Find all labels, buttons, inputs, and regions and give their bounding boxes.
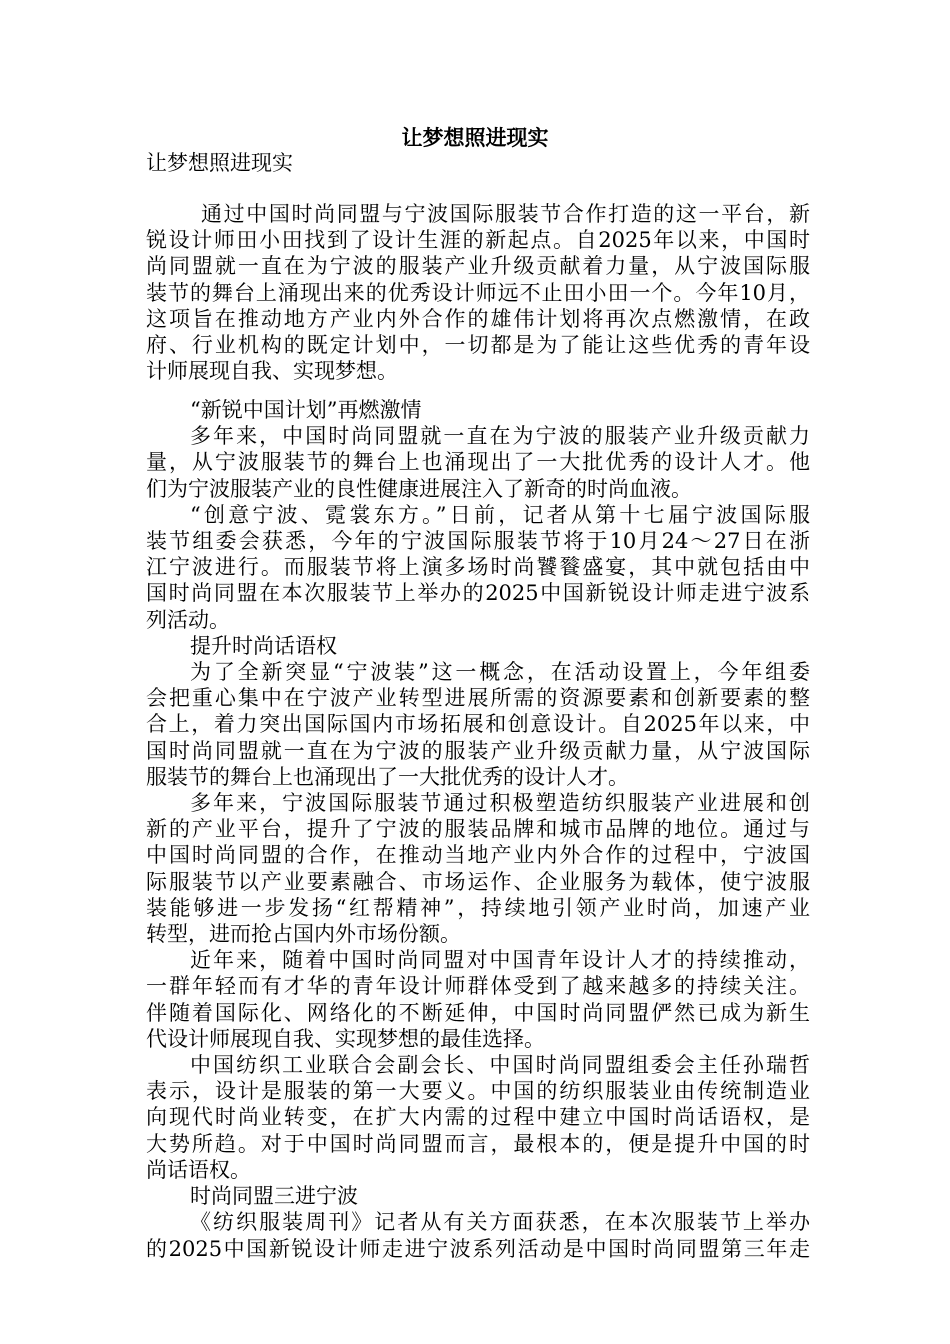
text-line: 多年来，中国时尚同盟就一直在为宁波的服装产业升级贡献力 xyxy=(190,424,810,449)
text-line: 计师展现自我、实现梦想。 xyxy=(146,359,398,384)
text-line: 中国纺织工业联合会副会长、中国时尚同盟组委会主任孙瑞哲 xyxy=(190,1053,810,1078)
section-heading: 时尚同盟三进宁波 xyxy=(190,1184,358,1209)
text-line: 际服装节以产业要素融合、市场运作、企业服务为载体，使宁波服 xyxy=(146,869,810,894)
section-1 xyxy=(146,397,810,1262)
section-heading: “新锐中国计划”再燃激情 xyxy=(190,398,422,422)
text-line: 江宁波进行。而服装节将上演多场时尚饕餮盛宴，其中就包括由中 xyxy=(146,555,810,580)
text-line: 中国时尚同盟的合作，在推动当地产业内外合作的过程中，宁波国 xyxy=(146,843,810,868)
text-line: “创意宁波、霓裳东方。”日前，记者从第十七届宁波国际服 xyxy=(190,502,810,527)
text-line: 列活动。 xyxy=(146,607,230,632)
text-line: 装节的舞台上涌现出来的优秀设计师远不止田小田一个。今年10月， xyxy=(146,280,810,305)
text-line: 合上，着力突出国际国内市场拓展和创意设计。自2025年以来，中 xyxy=(146,712,810,737)
text-line: 代设计师展现自我、实现梦想的最佳选择。 xyxy=(146,1026,545,1051)
text-line: 们为宁波服装产业的良性健康进展注入了新奇的时尚血液。 xyxy=(146,476,692,501)
text-line: 的2025中国新锐设计师走进宁波系列活动是中国时尚同盟第三年走 xyxy=(146,1236,810,1261)
text-line: 多年来，宁波国际服装节通过积极塑造纺织服装产业进展和创 xyxy=(190,791,810,816)
text-line: 装节组委会获悉，今年的宁波国际服装节将于10月24～27日在浙 xyxy=(146,529,810,554)
text-line: 锐设计师田小田找到了设计生涯的新起点。自2025年以来，中国时 xyxy=(146,228,810,253)
text-line: 量，从宁波服装节的舞台上也涌现出了一大批优秀的设计人才。他 xyxy=(146,450,810,475)
text-line: 近年来，随着中国时尚同盟对中国青年设计人才的持续推动， xyxy=(190,948,810,973)
text-line: 国时尚同盟就一直在为宁波的服装产业升级贡献力量，从宁波国际 xyxy=(146,738,810,763)
text-line: 国时尚同盟在本次服装节上举办的2025中国新锐设计师走进宁波系 xyxy=(146,581,810,606)
document-subtitle: 让梦想照进现实 xyxy=(146,151,293,175)
text-line: 表示，设计是服装的第一大要义。中国的纺织服装业由传统制造业 xyxy=(146,1079,810,1104)
text-line: 这项旨在推动地方产业内外合作的雄伟计划将再次点燃激情，在政 xyxy=(146,306,810,331)
text-line: 大势所趋。对于中国时尚同盟而言，最根本的，便是提升中国的时 xyxy=(146,1131,810,1156)
section-heading: 提升时尚话语权 xyxy=(190,633,337,658)
text-line: 服装节的舞台上也涌现出了一大批优秀的设计人才。 xyxy=(146,764,629,789)
text-line: 向现代时尚业转变，在扩大内需的过程中建立中国时尚话语权，是 xyxy=(146,1105,810,1130)
text-line: 尚同盟就一直在为宁波的服装产业升级贡献着力量，从宁波国际服 xyxy=(146,254,810,279)
text-line: 《纺织服装周刊》记者从有关方面获悉，在本次服装节上举办 xyxy=(190,1210,810,1235)
document-title: 让梦想照进现实 xyxy=(401,125,549,150)
text-line: 新的产业平台，提升了宁波的服装品牌和城市品牌的地位。通过与 xyxy=(146,817,810,842)
text-line: 府、行业机构的既定计划中，一切都是为了能让这些优秀的青年设 xyxy=(146,333,810,358)
text-line: 为了全新突显“宁波装”这一概念，在活动设置上，今年组委 xyxy=(190,660,810,685)
text-line: 装能够进一步发扬“红帮精神”，持续地引领产业时尚，加速产业 xyxy=(146,895,810,920)
text-line: 会把重心集中在宁波产业转型进展所需的资源要素和创新要素的整 xyxy=(146,686,810,711)
text-line: 一群年轻而有才华的青年设计师群体受到了越来越多的持续关注。 xyxy=(146,974,810,999)
text-line: 转型，进而抢占国内外市场份额。 xyxy=(146,922,461,947)
intro-paragraph xyxy=(146,201,810,384)
text-line: 尚话语权。 xyxy=(146,1157,251,1182)
text-line: 伴随着国际化、网络化的不断延伸，中国时尚同盟俨然已成为新生 xyxy=(146,1000,810,1025)
text-line: 通过中国时尚同盟与宁波国际服装节合作打造的这一平台，新 xyxy=(201,202,810,226)
